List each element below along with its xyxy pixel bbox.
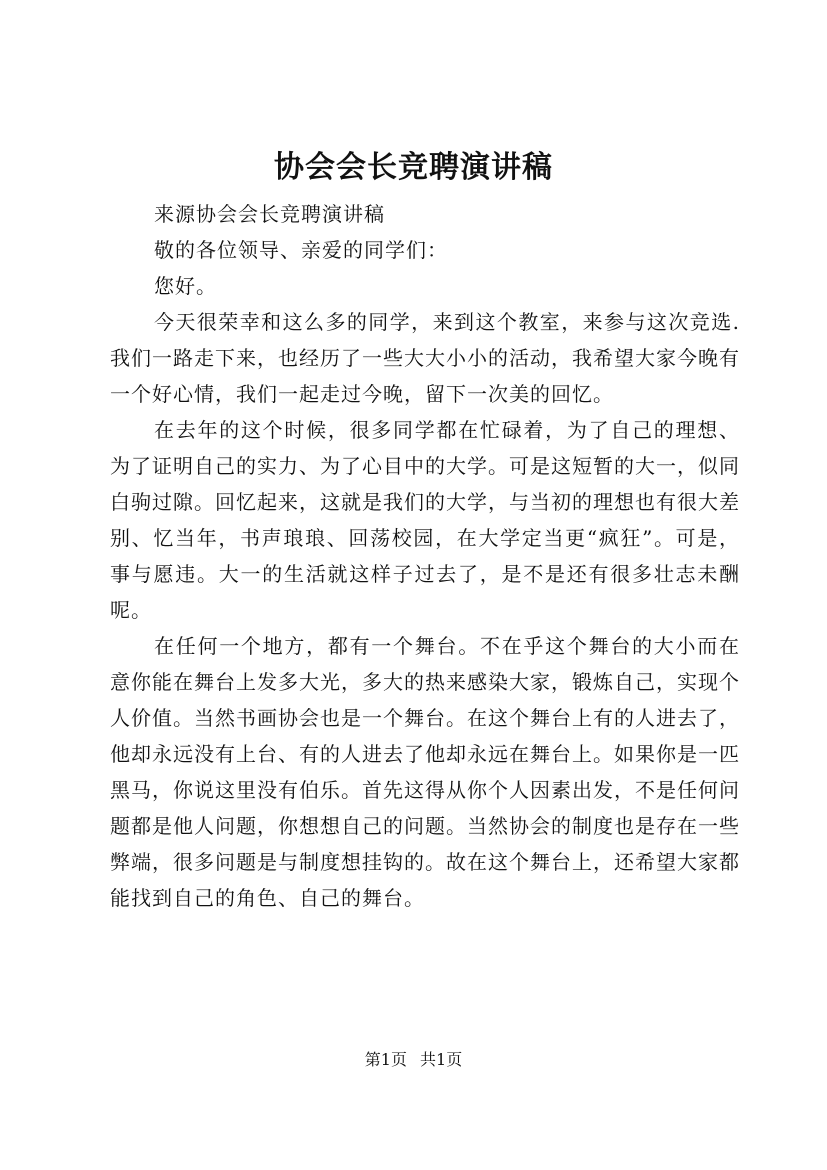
page-number-current: 第1页	[364, 1050, 407, 1069]
paragraph-salutation: 敬的各位领导、亲爱的同学们：	[154, 238, 448, 262]
paragraph-greeting: 您好。	[154, 274, 217, 298]
paragraph-stage: 在任何一个地方，都有一个舞台。不在乎这个舞台的大小而在意你能在舞台上发多大光，多大的热来感染大家，锻炼自己，实现个人价值。当然书画协会也是一个舞台。在这个舞台上有的人进去了，他却永远没有上台、有的人进去了他却永远在舞台上。如果你是一匹黑马，你说这里没有伯乐。首先这得从你个人因素出发，不是任何问题都是他人问题，你想想自己的问题。当然协会的制度也是存在一些弊端，很多问题是与制度想挂钩的。故在这个舞台上，还希望大家都能找到自己的角色、自己的舞台。	[110, 634, 740, 910]
paragraph-source: 来源协会会长竞聘演讲稿	[154, 202, 385, 226]
document-title: 协会会长竞聘演讲稿	[274, 150, 553, 185]
page-number-total: 共1页	[420, 1050, 463, 1069]
paragraph-reflection: 在去年的这个时候，很多同学都在忙碌着，为了自己的理想、为了证明自己的实力、为了心目中的大学。可是这短暂的大一，似同白驹过隙。回忆起来，这就是我们的大学，与当初的理想也有很大差别、忆当年，书声琅琅、回荡校园，在大学定当更“疯狂”。可是，事与愿违。大一的生活就这样子过去了，是不是还有很多壮志未酬呢。	[110, 418, 740, 622]
paragraph-intro: 今天很荣幸和这么多的同学，来到这个教室，来参与这次竞选.我们一路走下来，也经历了一些大大小小的活动，我希望大家今晚有一个好心情，我们一起走过今晚，留下一次美的回忆。	[110, 310, 740, 406]
page-footer	[0, 1048, 827, 1072]
document-body	[110, 196, 740, 916]
